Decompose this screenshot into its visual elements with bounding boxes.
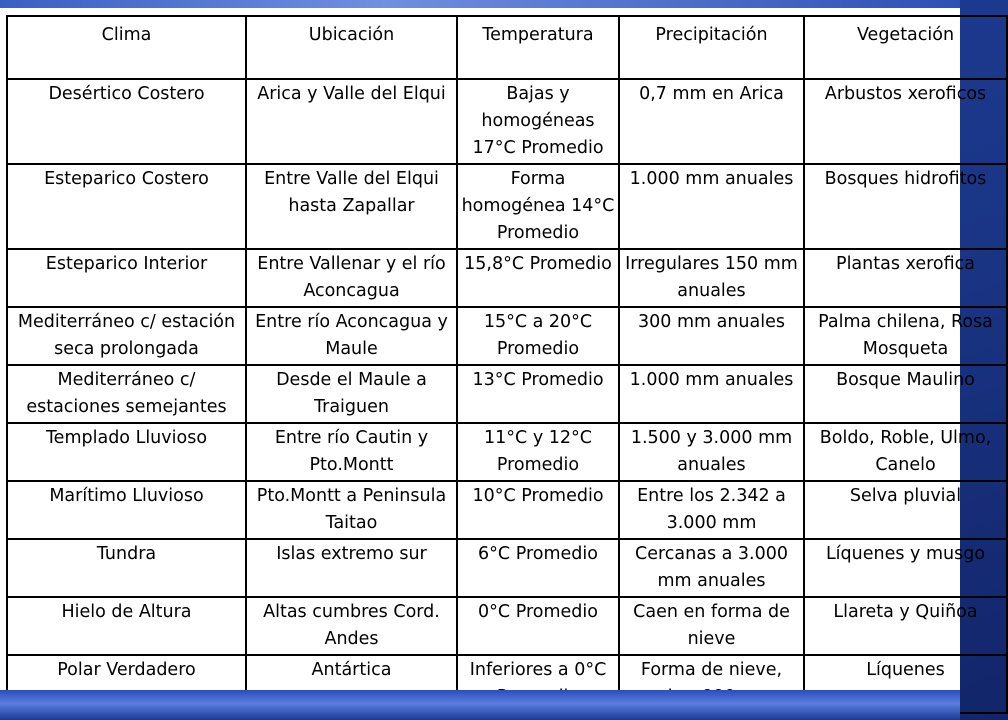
table-row [7,79,1007,164]
ubicacion-cell: Antártica [246,655,457,713]
clima-cell: Marítimo Lluvioso [7,481,246,539]
header-ubicacion: Ubicación [246,16,457,79]
ubicacion-cell: Desde el Maule a Traiguen [246,365,457,423]
precipitacion-cell: 1.500 y 3.000 mm anuales [619,423,804,481]
header-precipitacion: Precipitación [619,16,804,79]
ubicacion-cell: Entre río Aconcagua y Maule [246,307,457,365]
clima-cell: Hielo de Altura [7,597,246,655]
precipitacion-cell: 1.000 mm anuales [619,365,804,423]
clima-cell: Esteparico Interior [7,249,246,307]
table-row [7,597,1007,655]
temperatura-cell: 15,8°C Promedio [457,249,619,307]
precipitacion-cell: 1.000 mm anuales [619,164,804,249]
vegetacion-cell: Palma chilena, Rosa Mosqueta [804,307,1007,365]
table-row [7,365,1007,423]
precipitacion-cell: Cercanas a 3.000 mm anuales [619,539,804,597]
precipitacion-cell: 300 mm anuales [619,307,804,365]
ubicacion-cell: Entre río Cautin y Pto.Montt [246,423,457,481]
ubicacion-cell: Islas extremo sur [246,539,457,597]
vegetacion-cell: Boldo, Roble, Ulmo, Canelo [804,423,1007,481]
vegetacion-cell: Bosque Maulino [804,365,1007,423]
temperatura-cell: 6°C Promedio [457,539,619,597]
vegetacion-cell: Selva pluvial [804,481,1007,539]
table-row [7,249,1007,307]
slide-top-band [0,0,960,8]
temperatura-cell: Forma homogénea 14°C Promedio [457,164,619,249]
temperatura-cell: 11°C y 12°C Promedio [457,423,619,481]
vegetacion-cell: Líquenes [804,655,1007,713]
table-row [7,307,1007,365]
temperatura-cell: 0°C Promedio [457,597,619,655]
vegetacion-cell: Arbustos xeroficos [804,79,1007,164]
temperatura-cell: Bajas y homogéneas 17°C Promedio [457,79,619,164]
ubicacion-cell: Pto.Montt a Peninsula Taitao [246,481,457,539]
temperatura-cell: 13°C Promedio [457,365,619,423]
vegetacion-cell: Bosques hidrofitos [804,164,1007,249]
climate-table-image [0,8,993,690]
climate-table [6,15,1008,714]
table-row [7,164,1007,249]
vegetacion-cell: Llareta y Quiñoa [804,597,1007,655]
precipitacion-cell: 0,7 mm en Arica [619,79,804,164]
clima-cell: Polar Verdadero [7,655,246,713]
header-clima: Clima [7,16,246,79]
clima-cell: Mediterráneo c/ estación seca prolongada [7,307,246,365]
precipitacion-cell: Forma de nieve, [619,655,804,713]
ubicacion-cell: Entre Vallenar y el río Aconcagua [246,249,457,307]
clima-cell: Esteparico Costero [7,164,246,249]
vegetacion-cell: Plantas xerofica [804,249,1007,307]
clima-cell: Mediterráneo c/ estaciones semejantes [7,365,246,423]
header-temperatura: Temperatura [457,16,619,79]
temperatura-cell: Inferiores a 0°C [457,655,619,713]
table-row [7,539,1007,597]
temperatura-cell: 15°C a 20°C Promedio [457,307,619,365]
precipitacion-cell: Entre los 2.342 a 3.000 mm [619,481,804,539]
clima-cell: Templado Lluvioso [7,423,246,481]
table-header-row [7,16,1007,79]
clima-cell: Tundra [7,539,246,597]
header-vegetacion: Vegetación [804,16,1007,79]
table-row [7,481,1007,539]
ubicacion-cell: Entre Valle del Elqui hasta Zapallar [246,164,457,249]
temperatura-cell: 10°C Promedio [457,481,619,539]
table-row [7,423,1007,481]
vegetacion-cell: Líquenes y musgo [804,539,1007,597]
ubicacion-cell: Altas cumbres Cord. Andes [246,597,457,655]
precipitacion-cell: Irregulares 150 mm anuales [619,249,804,307]
precipitacion-cell: Caen en forma de nieve [619,597,804,655]
ubicacion-cell: Arica y Valle del Elqui [246,79,457,164]
clima-cell: Desértico Costero [7,79,246,164]
slide-bottom-band [0,690,960,720]
